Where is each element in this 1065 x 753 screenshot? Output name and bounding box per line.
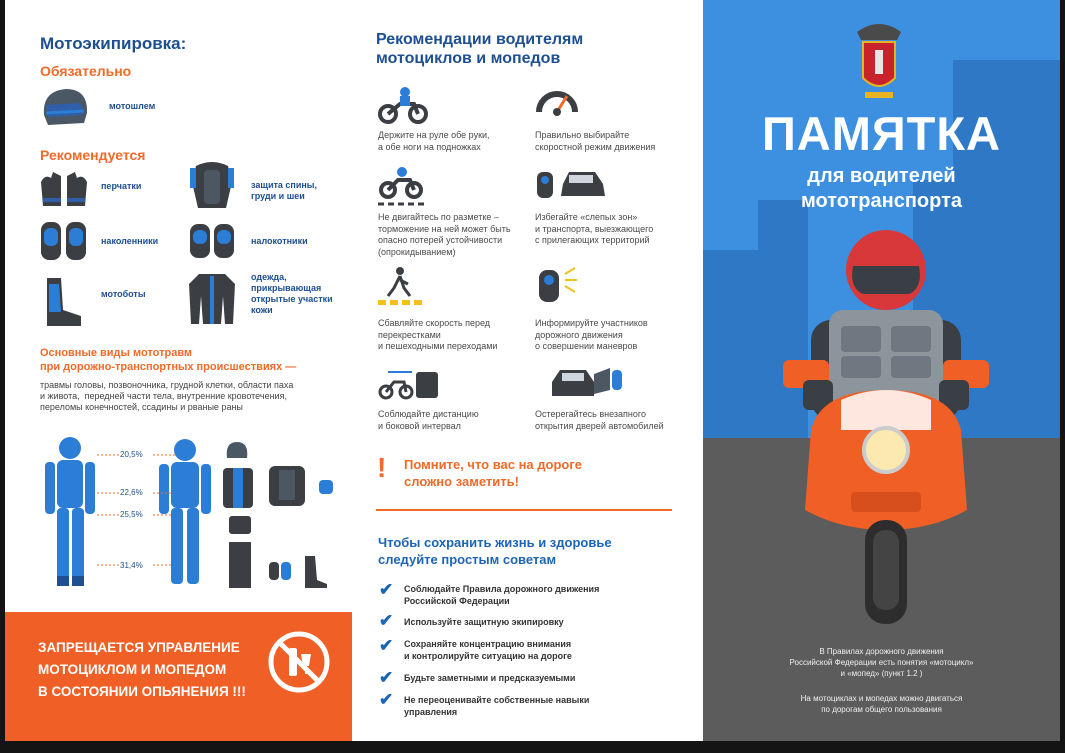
helmet-label: мотошлем bbox=[109, 101, 156, 111]
injuries-heading: Основные виды мототравм при дорожно-транспортных происшествиях — bbox=[40, 347, 297, 373]
advice-heading: Чтобы сохранить жизнь и здоровье следуйте простым советам bbox=[378, 535, 612, 567]
blind-spot-icon bbox=[535, 166, 607, 202]
rider-figure-back bbox=[159, 439, 211, 584]
leaflet bbox=[5, 0, 1060, 741]
prohibition-banner bbox=[5, 612, 352, 741]
divider bbox=[376, 509, 672, 511]
rider-illustration bbox=[781, 230, 991, 630]
warning-text: Помните, что вас на дороге сложно заметить! bbox=[404, 457, 582, 489]
mandatory-heading: Обязательно bbox=[40, 63, 132, 79]
gear-left-1: перчатки bbox=[101, 181, 142, 191]
tip-1: Держите на руле обе руки, а обе ноги на подножках bbox=[378, 130, 490, 152]
gear-right-2: налокотники bbox=[251, 236, 308, 246]
injury-figures bbox=[35, 436, 335, 596]
tip-3: Не двигайтесь по разметке – торможение на ней может быть опасно потерей устойчивости (опрокидыванием) bbox=[378, 212, 511, 257]
distance-icon bbox=[378, 364, 438, 402]
police-emblem-icon bbox=[851, 18, 907, 104]
gear-left-3: мотоботы bbox=[101, 289, 146, 299]
gear-panel bbox=[5, 0, 352, 741]
gloves-icon bbox=[39, 172, 89, 208]
car-door-icon bbox=[550, 360, 624, 402]
tip-6: Информируйте участников дорожного движения о совершении маневров bbox=[535, 318, 648, 351]
tip-5: Сбавляйте скорость перед перекрестками и пешеходными переходами bbox=[378, 318, 498, 351]
elbow-pads-icon bbox=[188, 220, 236, 262]
injuries-text: травмы головы, позвоночника, грудной клетки, области паха и живота, передней части тела, внутренние кровотечения, переломы конечностей, ссадины и рваные раны bbox=[40, 380, 294, 412]
prohibition-text: ЗАПРЕЩАЕТСЯ УПРАВЛЕНИЕ МОТОЦИКЛОМ И МОПЕДОМ В СОСТОЯНИИ ОПЬЯНЕНИЯ !!! bbox=[38, 640, 246, 699]
advice-2: Используйте защитную экипировку bbox=[404, 617, 564, 627]
check-icon: ✔ bbox=[379, 690, 394, 709]
cover-footer-2: На мотоциклах и мопедах можно двигаться по дорогам общего пользования bbox=[800, 694, 963, 714]
boots-icon bbox=[41, 276, 83, 328]
advice-5: Не переоценивайте собственные навыки управления bbox=[404, 695, 590, 717]
helmet-icon bbox=[40, 85, 90, 127]
percent-chest: 22,6% bbox=[120, 488, 143, 497]
cover-footer-1: В Правилах дорожного движения Российской Федерации есть понятия «мотоцикл» и «мопед» (пункт 1.2 ) bbox=[789, 647, 974, 678]
cover-panel bbox=[703, 0, 1060, 741]
cover-subtitle: для водителей мототранспорта bbox=[800, 165, 962, 212]
tip-4: Избегайте «слепых зон» и транспорта, выезжающего с прилегающих территорий bbox=[535, 212, 654, 245]
small-gear-icons bbox=[223, 442, 333, 588]
advice-4: Будьте заметными и предсказуемыми bbox=[404, 673, 576, 683]
tip-7: Соблюдайте дистанцию и боковой интервал bbox=[378, 409, 479, 431]
tip-8: Остерегайтесь внезапного открытия дверей автомобилей bbox=[535, 409, 664, 431]
gear-title: Мотоэкипировка: bbox=[40, 34, 187, 53]
check-icon: ✔ bbox=[379, 636, 394, 655]
road-marking-icon bbox=[378, 166, 424, 208]
recommendations-panel bbox=[352, 0, 703, 741]
cover-title: ПАМЯТКА bbox=[762, 107, 1001, 160]
gear-left-2: наколенники bbox=[101, 236, 159, 246]
percent-body: 25,5% bbox=[120, 510, 143, 519]
percent-legs: 31,4% bbox=[120, 561, 143, 570]
knee-pads-icon bbox=[39, 220, 89, 262]
gear-right-3: одежда, прикрывающая открытые участки кожи bbox=[251, 272, 333, 315]
exclamation-icon: ! bbox=[377, 452, 387, 483]
check-icon: ✔ bbox=[379, 668, 394, 687]
gear-right-1: защита спины, груди и шеи bbox=[251, 180, 317, 201]
no-alcohol-icon bbox=[267, 630, 331, 694]
rider-hands-icon bbox=[378, 86, 428, 124]
check-icon: ✔ bbox=[379, 580, 394, 599]
jacket-icon bbox=[187, 270, 237, 326]
turn-signal-icon bbox=[535, 264, 579, 306]
rider-figure-front bbox=[45, 437, 95, 586]
recommended-heading: Рекомендуется bbox=[40, 147, 146, 163]
check-icon: ✔ bbox=[379, 611, 394, 630]
recommendations-title: Рекомендации водителям мотоциклов и мопедов bbox=[376, 31, 584, 67]
back-protector-icon bbox=[188, 160, 236, 212]
advice-1: Соблюдайте Правила дорожного движения Российской Федерации bbox=[404, 584, 600, 606]
crosswalk-icon bbox=[378, 266, 424, 306]
tip-2: Правильно выбирайте скоростной режим движения bbox=[535, 130, 656, 152]
percent-head: 20,5% bbox=[120, 450, 143, 459]
speedometer-icon bbox=[535, 82, 579, 116]
advice-3: Сохраняйте концентрацию внимания и контролируйте ситуацию на дороге bbox=[404, 639, 572, 661]
